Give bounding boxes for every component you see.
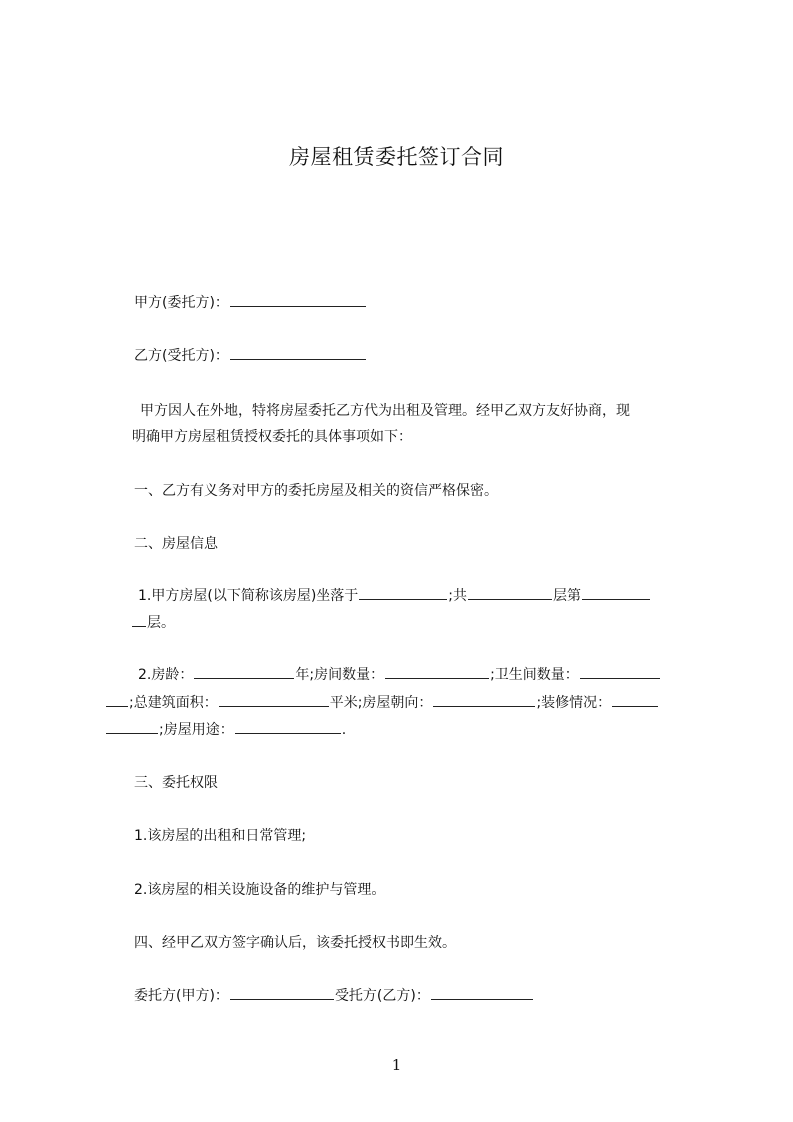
decoration-blank-cont xyxy=(106,719,158,734)
clause-2-heading: 二、房屋信息 xyxy=(134,536,218,552)
house-info-1-line-1 xyxy=(138,585,651,605)
permission-1: 1.该房屋的出租和日常管理; xyxy=(134,828,307,844)
clause-3-heading: 三、委托权限 xyxy=(134,775,218,791)
decoration-blank xyxy=(612,692,658,707)
party-a-blank xyxy=(230,292,366,307)
house-info-1-line-2 xyxy=(132,612,175,632)
decoration-label: ;装修情况： xyxy=(536,695,612,711)
floor-number-blank-cont xyxy=(132,612,146,627)
party-b-label: 乙方(受托方)： xyxy=(134,348,229,364)
party-b-blank xyxy=(230,345,366,360)
bathroom-count-blank-cont xyxy=(106,692,128,707)
house-info-2-line-3 xyxy=(106,719,346,739)
house-usage-label: ;房屋用途： xyxy=(159,722,234,738)
signature-a-label: 委托方(甲方)： xyxy=(134,988,229,1004)
house-age-blank xyxy=(194,664,294,679)
house-info-2-line-2 xyxy=(106,692,659,712)
orientation-label: 平米;房屋朝向： xyxy=(329,695,433,711)
house-usage-blank xyxy=(235,719,341,734)
room-count-blank xyxy=(385,664,489,679)
house-location-blank xyxy=(359,585,447,600)
room-count-label: 年;房间数量： xyxy=(295,667,385,683)
total-floors-blank xyxy=(468,585,552,600)
house-usage-end: . xyxy=(341,722,347,738)
signature-b-label: 受托方(乙方)： xyxy=(334,988,430,1004)
house-info-2-line-1 xyxy=(138,664,661,684)
signature-b-blank xyxy=(431,985,533,1000)
total-floors-label: ;共 xyxy=(448,588,467,604)
house-age-label: 2.房龄： xyxy=(138,667,194,683)
bathroom-count-label: ;卫生间数量： xyxy=(490,667,579,683)
intro-line-2: 明确甲方房屋租赁授权委托的具体事项如下： xyxy=(132,429,412,445)
permission-2: 2.该房屋的相关设施设备的维护与管理。 xyxy=(134,882,386,898)
floor-number-blank xyxy=(582,585,650,600)
page-number: 1 xyxy=(391,1056,402,1074)
floor-area-label: ;总建筑面积： xyxy=(129,695,218,711)
party-b-line xyxy=(134,345,367,365)
floor-number-label: 层第 xyxy=(553,588,581,604)
party-a-line xyxy=(134,292,367,312)
clause-4: 四、经甲乙双方签字确认后，该委托授权书即生效。 xyxy=(134,935,456,951)
signature-line xyxy=(134,985,534,1005)
floor-suffix: 层。 xyxy=(147,615,175,631)
floor-area-blank xyxy=(219,692,329,707)
orientation-blank xyxy=(433,692,535,707)
house-location-label: 1.甲方房屋(以下简称该房屋)坐落于 xyxy=(138,588,359,604)
document-title: 房屋租赁委托签订合同 xyxy=(289,145,504,169)
bathroom-count-blank xyxy=(580,664,660,679)
clause-1: 一、乙方有义务对甲方的委托房屋及相关的资信严格保密。 xyxy=(134,483,498,499)
intro-line-1: 甲方因人在外地，特将房屋委托乙方代为出租及管理。经甲乙双方友好协商，现 xyxy=(140,403,630,419)
party-a-label: 甲方(委托方)： xyxy=(134,295,229,311)
signature-a-blank xyxy=(230,985,334,1000)
